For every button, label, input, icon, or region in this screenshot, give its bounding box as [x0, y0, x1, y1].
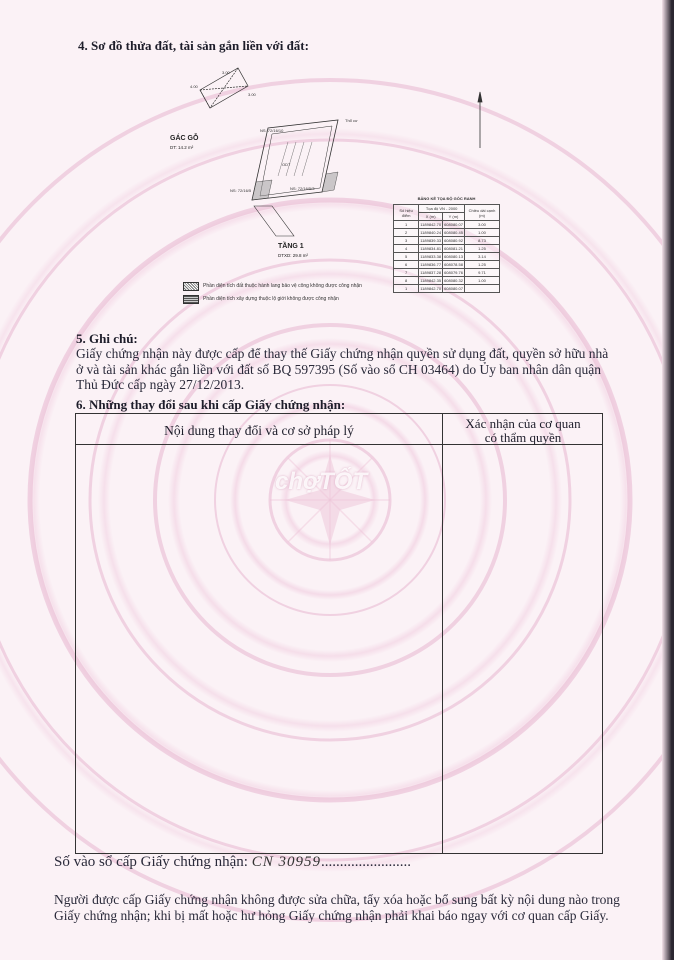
- gac-go-label: GÁC GỖ: [170, 135, 199, 142]
- coord-row: [394, 253, 500, 261]
- coord-header-length: Chiều dài cạnh (m): [464, 205, 499, 221]
- scan-edge-shadow: [662, 0, 674, 960]
- coord-cell: 608080.92: [444, 238, 463, 243]
- coord-row: [394, 269, 500, 277]
- svg-text:3.00: 3.00: [222, 70, 230, 75]
- north-arrow-icon: [478, 92, 482, 148]
- coord-row: [394, 285, 500, 293]
- svg-text:NS: 72/16/10: NS: 72/16/10: [260, 128, 284, 133]
- changes-col2-header-line2: có thẩm quyền: [484, 430, 562, 445]
- coord-cell: 1.25: [464, 245, 499, 253]
- coord-cell: 6: [394, 261, 419, 269]
- legend-text-2: Phần diện tích xây dựng thuộc lộ giới không được công nhận: [203, 296, 339, 302]
- coord-table-title: BẢNG KÊ TỌA ĐỘ GÓC RANH: [417, 196, 476, 201]
- coord-cell: 1189842.35: [420, 278, 442, 283]
- coord-cell: 608080.45: [444, 230, 463, 235]
- coord-table: [393, 204, 500, 293]
- coord-header-y: Y (m): [443, 213, 465, 221]
- notes-body: Giấy chứng nhận này được cấp để thay thế Giấy chứng nhận quyền sử dụng đất, quyền sở hữu nhà ở và tài sản khác gắn liền với đất số BQ 597395 (Số vào sổ CH 03464) do Ủy ban nhân dân quận Thủ Đức cấp ngày 27/12/2013.: [76, 346, 609, 392]
- coord-cell: 1: [394, 221, 419, 229]
- coord-cell: 5: [394, 253, 419, 261]
- coord-cell: 8: [394, 277, 419, 285]
- warning-text: Người được cấp Giấy chứng nhận không được sửa chữa, tẩy xóa hoặc bổ sung bất kỳ nội dung nào trong Giấy chứng nhận; khi bị mất hoặc hư hỏng Giấy chứng nhận phải khai báo ngay với cơ quan cấp Giấy.: [54, 892, 620, 923]
- coord-row: [394, 229, 500, 237]
- changes-section-title: 6. Những thay đổi sau khi cấp Giấy chứng nhận:: [76, 397, 346, 412]
- chotot-watermark-logo: chợTỐT: [275, 468, 368, 495]
- coord-cell: 3.14: [464, 253, 499, 261]
- coord-cell: 1189840.24: [420, 230, 442, 235]
- coord-cell: 608080.07: [444, 222, 463, 227]
- changes-col2-header: [442, 417, 604, 445]
- gac-go-area: DT: 14.2 m²: [170, 145, 194, 150]
- coord-cell: 1.00: [464, 229, 499, 237]
- registration-label: Số vào sổ cấp Giấy chứng nhận:: [54, 854, 248, 870]
- svg-text:3.00: 3.00: [248, 92, 256, 97]
- tang1-label: TẦNG 1: [278, 243, 304, 250]
- coord-header-system: Tọa độ VN - 2000: [419, 205, 465, 213]
- coord-cell: 4: [394, 245, 419, 253]
- legend-swatch-hatched: [183, 282, 199, 291]
- coord-row: [394, 261, 500, 269]
- coord-cell: 1189833.38: [420, 254, 442, 259]
- coord-cell: [464, 285, 499, 293]
- changes-col2-header-line1: Xác nhận của cơ quan: [465, 416, 581, 431]
- legend-swatch-dark: [183, 295, 199, 304]
- coord-row: [394, 221, 500, 229]
- coord-cell: 9.71: [464, 269, 499, 277]
- svg-text:NS: 72/16/5: NS: 72/16/5: [230, 188, 252, 193]
- coord-cell: 608078.58: [444, 262, 463, 267]
- legend-text-1: Phần diện tích đất thuộc hành lang bảo vệ công không được công nhận: [203, 283, 362, 289]
- coord-cell: 1: [394, 285, 419, 293]
- coord-row: [394, 277, 500, 285]
- coord-cell: 1.25: [464, 261, 499, 269]
- registration-line: [54, 854, 411, 871]
- coord-cell: 1189836.77: [420, 262, 442, 267]
- coord-cell: 3: [394, 237, 419, 245]
- coord-cell: 1189842.70: [420, 286, 442, 291]
- coord-cell: 608079.76: [444, 270, 463, 275]
- coord-cell: 3.00: [464, 221, 499, 229]
- svg-text:4.00: 4.00: [190, 84, 198, 89]
- coord-cell: 608080.13: [444, 254, 463, 259]
- svg-text:Thổ cư: Thổ cư: [345, 118, 358, 123]
- coord-header-point: Số hiệu điểm: [394, 205, 419, 221]
- coord-cell: 608080.07: [444, 286, 463, 291]
- coord-row: [394, 245, 500, 253]
- notes-section-title: 5. Ghi chú:: [76, 331, 138, 346]
- changes-col1-header: Nội dung thay đổi và cơ sở pháp lý: [164, 423, 354, 438]
- tang1-area: DTXD: 29.8 m²: [278, 253, 309, 258]
- coord-cell: 1189842.70: [420, 222, 442, 227]
- coord-cell: 7: [394, 269, 419, 277]
- coord-cell: 8.73: [464, 237, 499, 245]
- coord-cell: 2: [394, 229, 419, 237]
- registration-number: CN 30959: [251, 854, 321, 870]
- coord-header-x: X (m): [419, 213, 443, 221]
- coord-cell: 1.00: [464, 277, 499, 285]
- coord-cell: 1189837.28: [420, 270, 442, 275]
- coord-cell: 608080.32: [444, 278, 463, 283]
- coord-cell: 1189834.81: [420, 246, 442, 251]
- coord-row: [394, 237, 500, 245]
- column-divider: [442, 414, 443, 853]
- registration-dots: ........................: [320, 854, 411, 870]
- plan-section-title: 4. Sơ đồ thửa đất, tài sản gắn liền với đất:: [78, 38, 309, 53]
- svg-text:ODT: ODT: [282, 162, 291, 167]
- coord-cell: 608081.21: [444, 246, 463, 251]
- svg-text:NS: 72/16/5/3: NS: 72/16/5/3: [290, 186, 315, 191]
- coord-cell: 1189839.33: [420, 238, 442, 243]
